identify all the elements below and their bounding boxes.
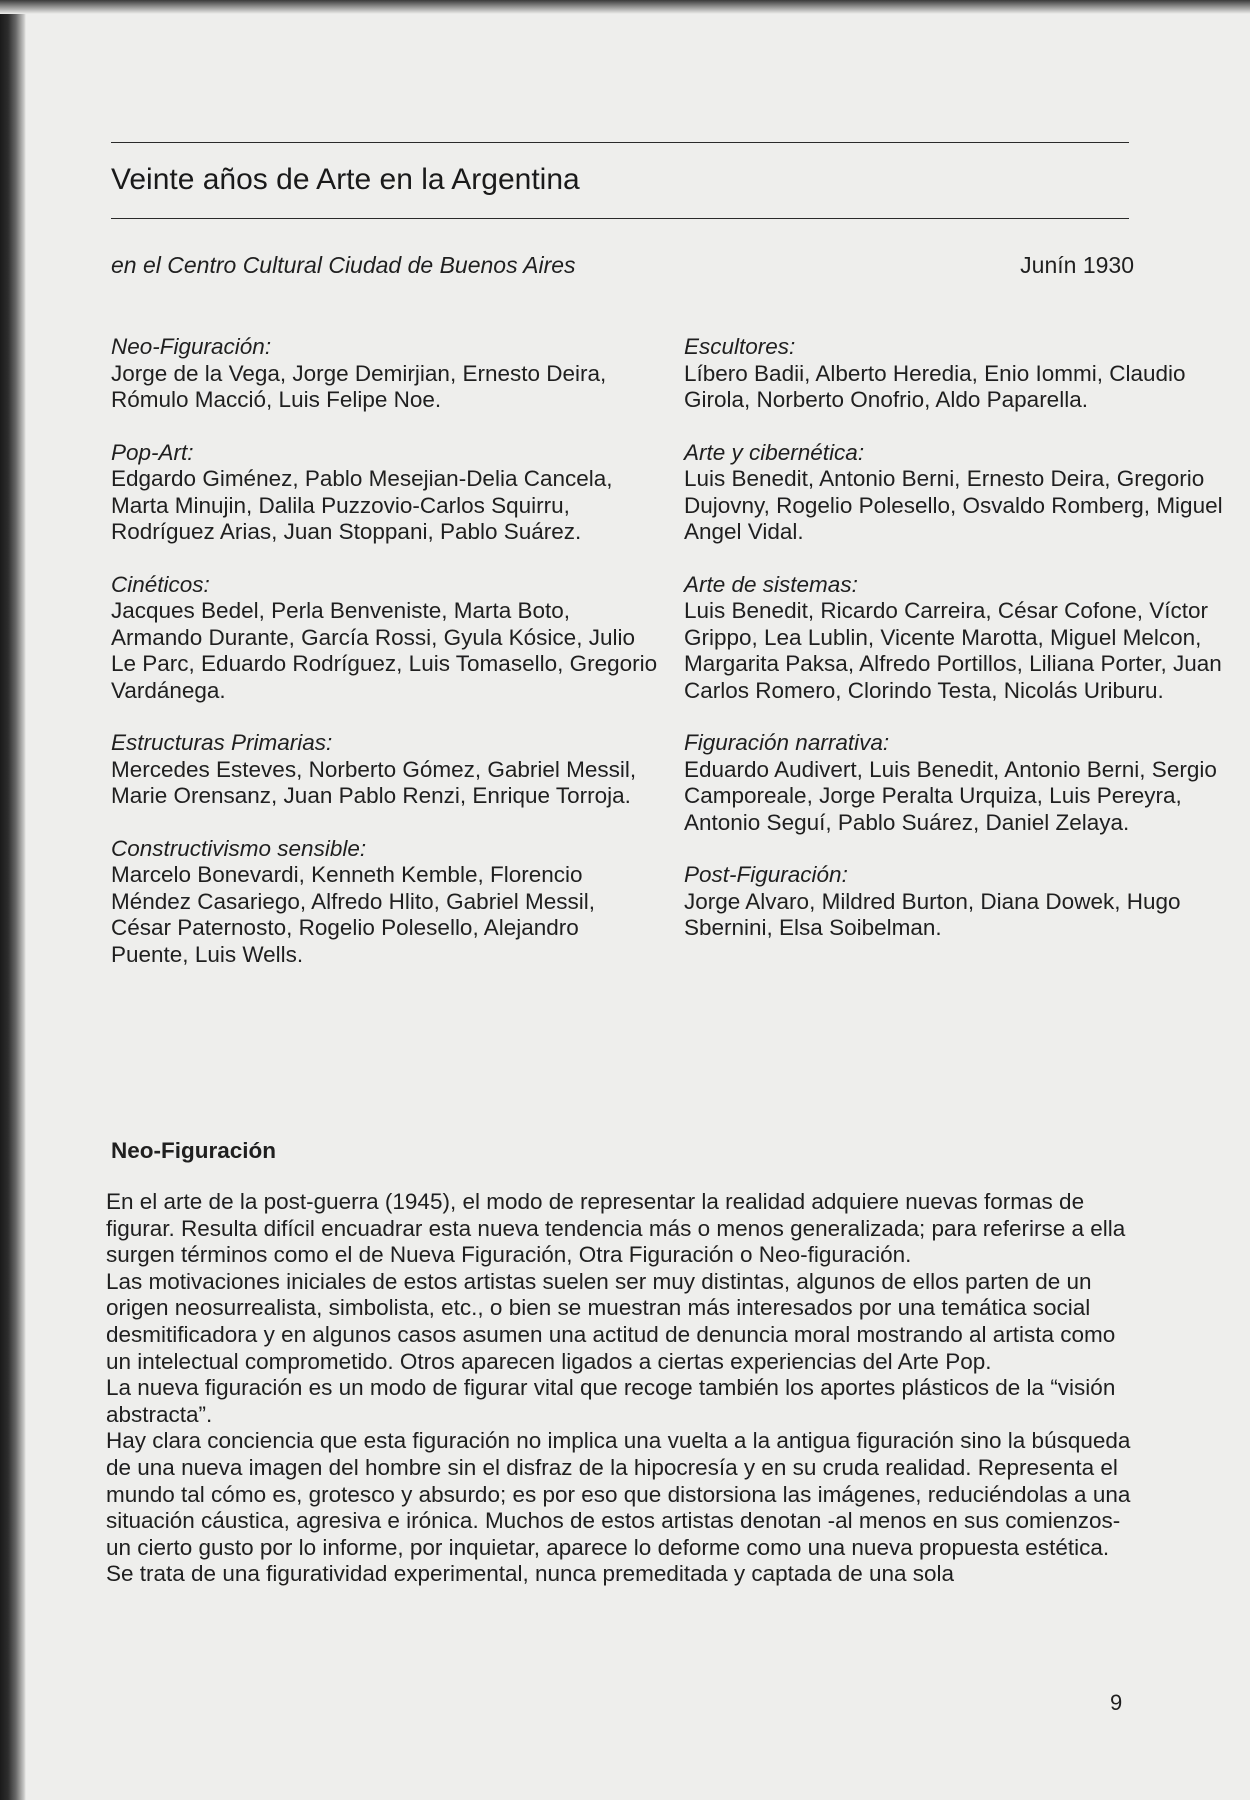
section-heading: Neo-Figuración xyxy=(111,1138,277,1163)
artists-right-column xyxy=(684,334,1234,968)
group-names: Jorge Alvaro, Mildred Burton, Diana Dowek, Hugo Sbernini, Elsa Soibelman. xyxy=(684,888,1181,940)
artist-group xyxy=(684,862,1234,942)
artist-group xyxy=(684,572,1234,705)
group-category: Arte y cibernética: xyxy=(684,439,865,465)
body-paragraph: En el arte de la post-guerra (1945), el modo de representar la realidad adquiere nuevas formas de figurar. Resulta difícil encuadrar esta nueva tendencia más o menos generalizada; para referirse a ella surgen términos como el de Nueva Figuración, Otra Figuración o Neo-figuración. xyxy=(106,1189,1126,1268)
artist-group xyxy=(111,440,661,546)
artist-group xyxy=(111,730,661,810)
header-rule-top xyxy=(111,142,1129,143)
group-category: Neo-Figuración: xyxy=(111,334,272,359)
body-paragraph: La nueva figuración es un modo de figurar vital que recoge también los aportes plásticos de la “visión abstracta”. xyxy=(106,1375,1116,1427)
page-title: Veinte años de Arte en la Argentina xyxy=(111,163,580,196)
group-names: Mercedes Esteves, Norberto Gómez, Gabriel Messil, Marie Orensanz, Juan Pablo Renzi, Enrique Torroja. xyxy=(111,756,637,808)
group-category: Pop-Art: xyxy=(111,439,194,465)
group-names: Jorge de la Vega, Jorge Demirjian, Ernesto Deira, Rómulo Macció, Luis Felipe Noe. xyxy=(111,360,607,412)
group-names: Luis Benedit, Ricardo Carreira, César Cofone, Víctor Grippo, Lea Lublin, Vicente Marotta, Miguel Melcon, Margarita Paksa, Alfredo Portillos, Liliana Porter, Juan Carlos Romero, Clorindo Testa, Nicolás Uriburu. xyxy=(684,598,1222,703)
header-rule-bottom xyxy=(111,218,1129,219)
body-paragraph: Las motivaciones iniciales de estos artistas suelen ser muy distintas, algunos de ellos parten de un origen neosurrealista, simbolista, etc., o bien se muestran más interesados por una temática social desmitificadora y en algunos casos asumen una actitud de denuncia moral mostrando al artista como un intelectual comprometido. Otros aparecen ligados a ciertas experiencias del Arte Pop. xyxy=(106,1268,1116,1374)
group-names: Líbero Badii, Alberto Heredia, Enio Iommi, Claudio Girola, Norberto Onofrio, Aldo Paparella. xyxy=(684,360,1186,412)
artist-group xyxy=(684,440,1234,546)
group-names: Eduardo Audivert, Luis Benedit, Antonio Berni, Sergio Camporeale, Jorge Peralta Urquiza, Luis Pereyra, Antonio Seguí, Pablo Suárez, Daniel Zelaya. xyxy=(684,756,1217,835)
body-paragraph: Hay clara conciencia que esta figuración no implica una vuelta a la antigua figuración sino la búsqueda de una nueva imagen del hombre sin el disfraz de la hipocresía y en su cruda realidad. Representa el mundo tal cómo es, grotesco y absurdo; es por eso que distorsiona las imágenes, reduciéndolas a una situación cáustica, agresiva e irónica. Muchos de estos artistas denotan -al menos en sus comienzos- un cierto gusto por lo informe, por inquietar, aparece lo deforme como una nueva propuesta estética. Se trata de una figuratividad experimental, nunca premeditada y captada de una sola xyxy=(106,1428,1131,1587)
section-body xyxy=(106,1189,1136,1588)
group-category: Figuración narrativa: xyxy=(684,730,890,755)
group-category: Escultores: xyxy=(684,334,796,359)
artist-group xyxy=(684,334,1234,414)
book-spine-shadow xyxy=(0,0,26,1800)
artists-left-column xyxy=(111,334,661,994)
artist-group xyxy=(111,334,661,414)
group-names: Marcelo Bonevardi, Kenneth Kemble, Florencio Méndez Casariego, Alfredo Hlito, Gabriel Messil, César Paternosto, Rogelio Polesello, Alejandro Puente, Luis Wells. xyxy=(111,862,595,967)
group-category: Estructuras Primarias: xyxy=(111,730,333,755)
venue-subtitle: en el Centro Cultural Ciudad de Buenos Aires xyxy=(111,252,576,278)
date-label: Junín 1930 xyxy=(1020,252,1134,278)
group-names: Edgardo Giménez, Pablo Mesejian-Delia Cancela, Marta Minujin, Dalila Puzzovio-Carlos Squirru, Rodríguez Arias, Juan Stoppani, Pablo Suárez. xyxy=(111,466,613,544)
group-category: Post-Figuración: xyxy=(684,862,848,887)
group-names: Luis Benedit, Antonio Berni, Ernesto Deira, Gregorio Dujovny, Rogelio Polesello, Osvaldo Romberg, Miguel Angel Vidal. xyxy=(684,466,1223,544)
page-top-shadow xyxy=(0,0,1250,14)
group-category: Cinéticos: xyxy=(111,571,210,597)
group-category: Arte de sistemas: xyxy=(684,571,858,597)
artist-group xyxy=(684,730,1234,836)
group-names: Jacques Bedel, Perla Benveniste, Marta Boto, Armando Durante, García Rossi, Gyula Kósice, Julio Le Parc, Eduardo Rodríguez, Luis Tomasello, Gregorio Vardánega. xyxy=(111,598,658,703)
artist-group xyxy=(111,836,661,969)
group-category: Constructivismo sensible: xyxy=(111,835,367,861)
artist-group xyxy=(111,572,661,705)
page-number: 9 xyxy=(1110,1690,1123,1715)
